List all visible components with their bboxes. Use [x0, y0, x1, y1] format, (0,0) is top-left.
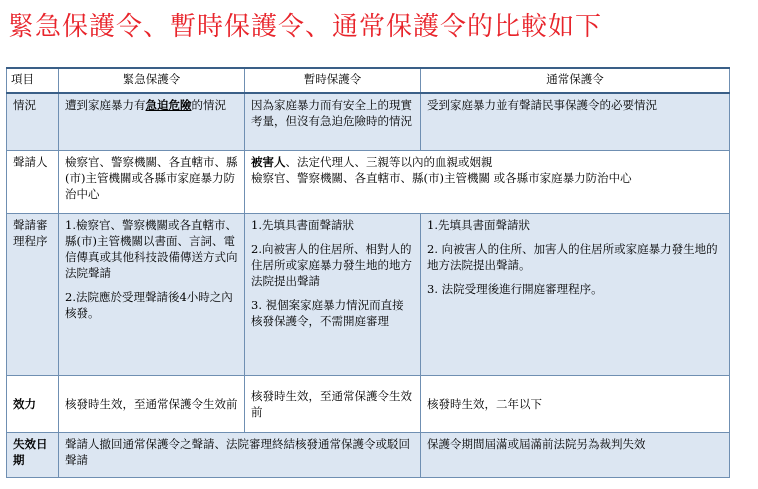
- procedure-emergency-step-1: 1.檢察官、警察機關或各直轄市、縣(市)主管機關以書面、言詞、電信傳真或其他科技設備傳送方式向法院聲請: [65, 218, 238, 281]
- table-row-procedure: [7, 214, 730, 376]
- row-label-applicant: 聲請人: [7, 150, 59, 214]
- cell-expiry-ordinary: 保護令期間屆滿或屆滿前法院另為裁判失效: [421, 432, 730, 477]
- cell-procedure-temporary: [245, 214, 421, 376]
- cell-procedure-ordinary: [421, 214, 730, 376]
- procedure-emergency-step-2: 2.法院應於受理聲請後4小時之內核發。: [65, 290, 233, 321]
- procedure-temporary-step-2: 2.向被害人的住居所、相對人的住居所或家庭暴力發生地的地方法院提出聲請: [251, 242, 412, 289]
- header-ordinary: 通常保護令: [421, 68, 730, 93]
- row-label-procedure: 聲請審理程序: [7, 214, 59, 376]
- cell-applicant-emergency: 檢察官、警察機關、各直轄市、縣(市)主管機關或各縣市家庭暴力防治中心: [59, 150, 245, 214]
- situation-emergency-pre: 遭到家庭暴力有: [65, 97, 146, 112]
- cell-situation-temporary: 因為家庭暴力而有安全上的現實考量，但沒有急迫危險時的情況: [245, 93, 421, 150]
- cell-effect-temporary: 核發時生效，至通常保護令生效前: [245, 376, 421, 432]
- cell-effect-emergency: 核發時生效，至通常保護令生效前: [59, 376, 245, 432]
- cell-situation-ordinary: 受到家庭暴力並有聲請民事保護令的必要情況: [421, 93, 730, 150]
- procedure-ordinary-step-3: 3. 法院受理後進行開庭審理程序。: [427, 282, 603, 297]
- applicant-agencies: 檢察官、警察機關、各直轄市、縣(市)主管機關 或各縣市家庭暴力防治中心: [251, 170, 632, 185]
- header-emergency: 緊急保護令: [59, 68, 245, 93]
- page-title: 緊急保護令、暫時保護令、通常保護令的比較如下: [8, 12, 603, 42]
- cell-expiry-shared: 聲請人撤回通常保護令之聲請、法院審理終結核發通常保護令或駁回聲請: [59, 432, 421, 477]
- table-row-effect: [7, 376, 730, 432]
- applicant-victim: 被害人: [251, 154, 286, 169]
- row-label-effect: 效力: [7, 376, 59, 432]
- table-row-situation: [7, 93, 730, 150]
- procedure-ordinary-step-1: 1.先填具書面聲請狀: [427, 218, 530, 233]
- header-temporary: 暫時保護令: [245, 68, 421, 93]
- comparison-table: [6, 67, 730, 478]
- cell-effect-ordinary: 核發時生效，二年以下: [421, 376, 730, 432]
- procedure-temporary-step-3: 3. 視個案家庭暴力情況而直接核發保護令，不需開庭審理: [251, 298, 404, 329]
- table-row-applicant: [7, 150, 730, 214]
- procedure-temporary-step-1: 1.先填具書面聲請狀: [251, 218, 354, 233]
- cell-applicant-shared: [245, 150, 730, 214]
- cell-procedure-emergency: [59, 214, 245, 376]
- row-label-expiry: 失效日期: [7, 432, 59, 477]
- applicant-relatives: 、法定代理人、三親等以內的血親或姻親: [285, 154, 493, 169]
- table-row-expiry: [7, 432, 730, 477]
- cell-situation-emergency: [59, 93, 245, 150]
- situation-emergency-post: 的情況: [191, 97, 226, 112]
- table-header-row: [7, 68, 730, 93]
- header-item: 項目: [7, 68, 59, 93]
- procedure-ordinary-step-2: 2. 向被害人的住所、加害人的住居所或家庭暴力發生地的地方法院提出聲請。: [427, 242, 718, 273]
- situation-emergency-emph: 急迫危險: [145, 97, 192, 112]
- row-label-situation: 情況: [7, 93, 59, 150]
